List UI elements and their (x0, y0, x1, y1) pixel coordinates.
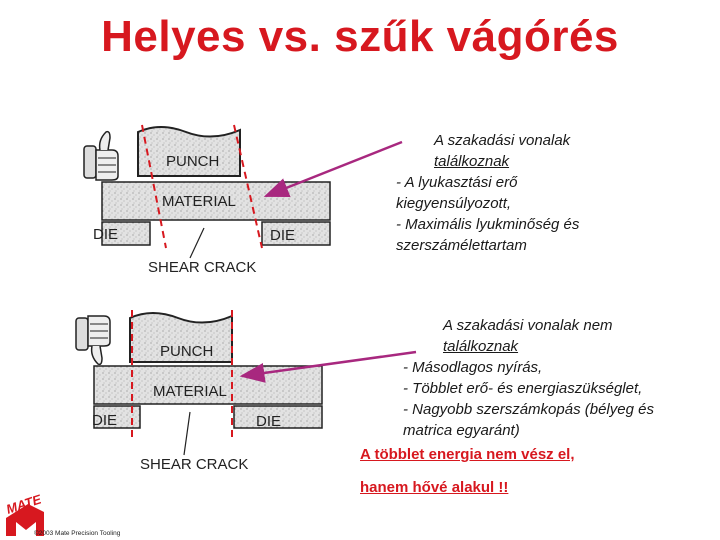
die-right-label: DIE (256, 413, 282, 430)
die-left-label: DIE (93, 226, 119, 243)
punch-label: PUNCH (160, 343, 214, 360)
bottom-text-line4: - Többlet erő- és energiaszükséglet, (403, 380, 643, 397)
arrow-top (266, 142, 402, 196)
arrow-bottom (242, 352, 416, 376)
top-text-line6: szerszámélettartam (396, 237, 527, 254)
copyright: ©2003 Mate Precision Tooling (34, 530, 121, 537)
thumbs-up-icon (84, 132, 118, 180)
die-left-label: DIE (92, 412, 118, 429)
die-right-label: DIE (270, 227, 296, 244)
bottom-text-line1: A szakadási vonalak nem (443, 317, 613, 334)
bottom-text-line2: találkoznak (443, 338, 519, 355)
material-label: MATERIAL (162, 193, 236, 210)
material-label: MATERIAL (153, 383, 227, 400)
bottom-text-line5: - Nagyobb szerszámkopás (bélyeg és (403, 401, 654, 418)
top-diagram (84, 125, 402, 276)
punch-label: PUNCH (166, 153, 220, 170)
shear-crack-pointer (184, 412, 190, 455)
emphasis-line1: A többlet energia nem vész el, (360, 446, 575, 463)
top-text-line3: - A lyukasztási erő (396, 174, 518, 191)
emphasis-line2: hanem hővé alakul !! (360, 479, 509, 496)
shear-crack-label: SHEAR CRACK (148, 259, 257, 276)
bottom-text-line6: matrica egyaránt) (403, 422, 520, 439)
bottom-text-line3: - Másodlagos nyírás, (403, 359, 543, 376)
top-text-line4: kiegyensúlyozott, (396, 195, 512, 212)
page-title: Helyes vs. szűk vágórés (101, 12, 619, 61)
shear-crack-pointer (190, 228, 204, 258)
shear-crack-label: SHEAR CRACK (140, 456, 249, 473)
thumbs-down-icon (76, 316, 110, 364)
top-text-line2: találkoznak (434, 153, 510, 170)
top-text-line5: - Maximális lyukminőség és (396, 216, 580, 233)
top-text-line1: A szakadási vonalak (434, 132, 571, 149)
logo-text: MATE (4, 491, 44, 517)
